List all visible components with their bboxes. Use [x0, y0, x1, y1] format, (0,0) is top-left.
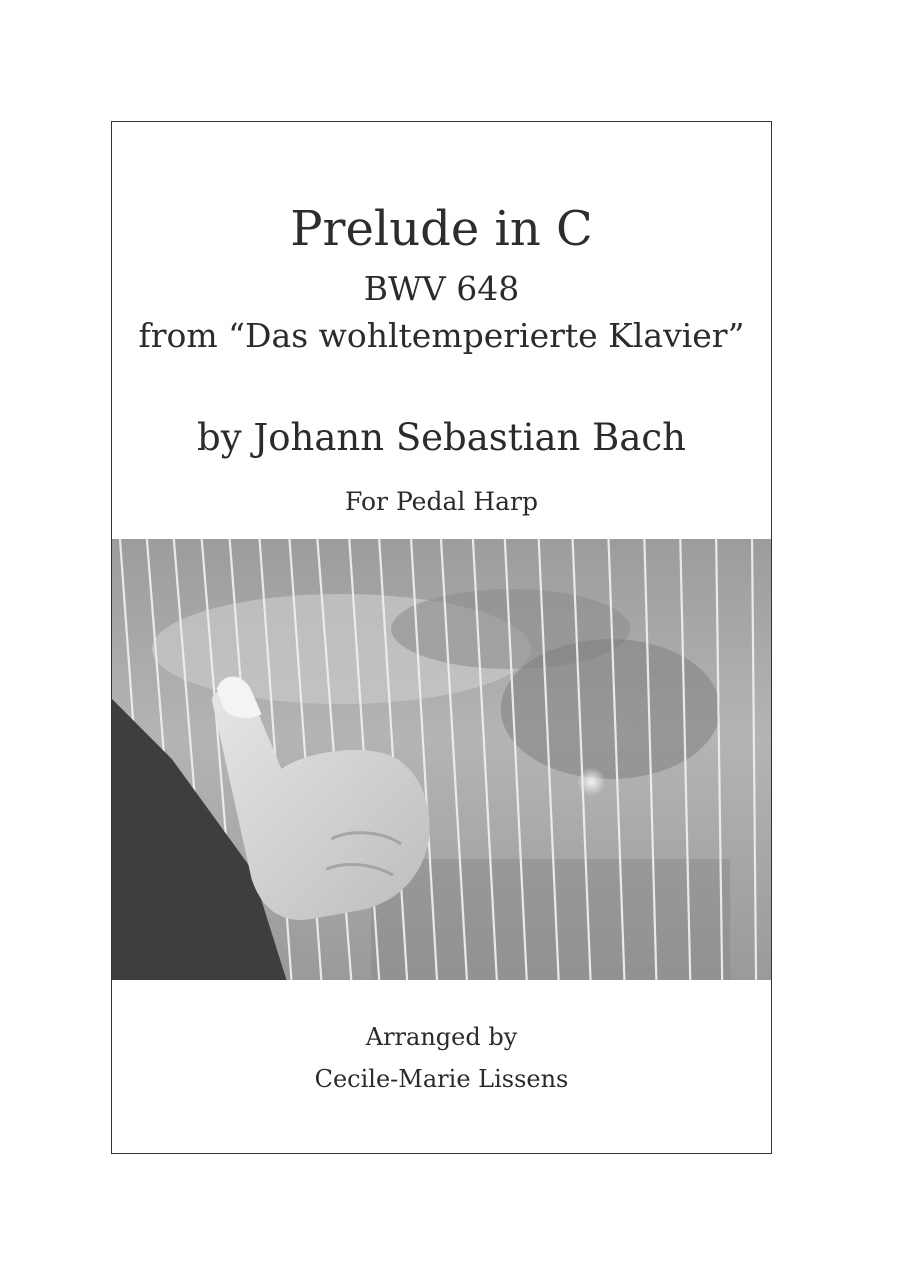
arranged-by-label: Arranged by	[365, 1023, 518, 1051]
cover-frame	[111, 121, 772, 1154]
harp-photo-illustration	[112, 539, 771, 980]
catalog-number: BWV 648	[363, 269, 520, 308]
collection-name: from “Das wohltemperierte Klavier”	[138, 316, 745, 355]
arranger-name: Cecile-Marie Lissens	[314, 1065, 569, 1093]
composer-line: by Johann Sebastian Bach	[197, 416, 686, 459]
instrument-line: For Pedal Harp	[345, 487, 538, 516]
harp-photo	[112, 539, 771, 980]
piece-title: Prelude in C	[290, 201, 593, 257]
